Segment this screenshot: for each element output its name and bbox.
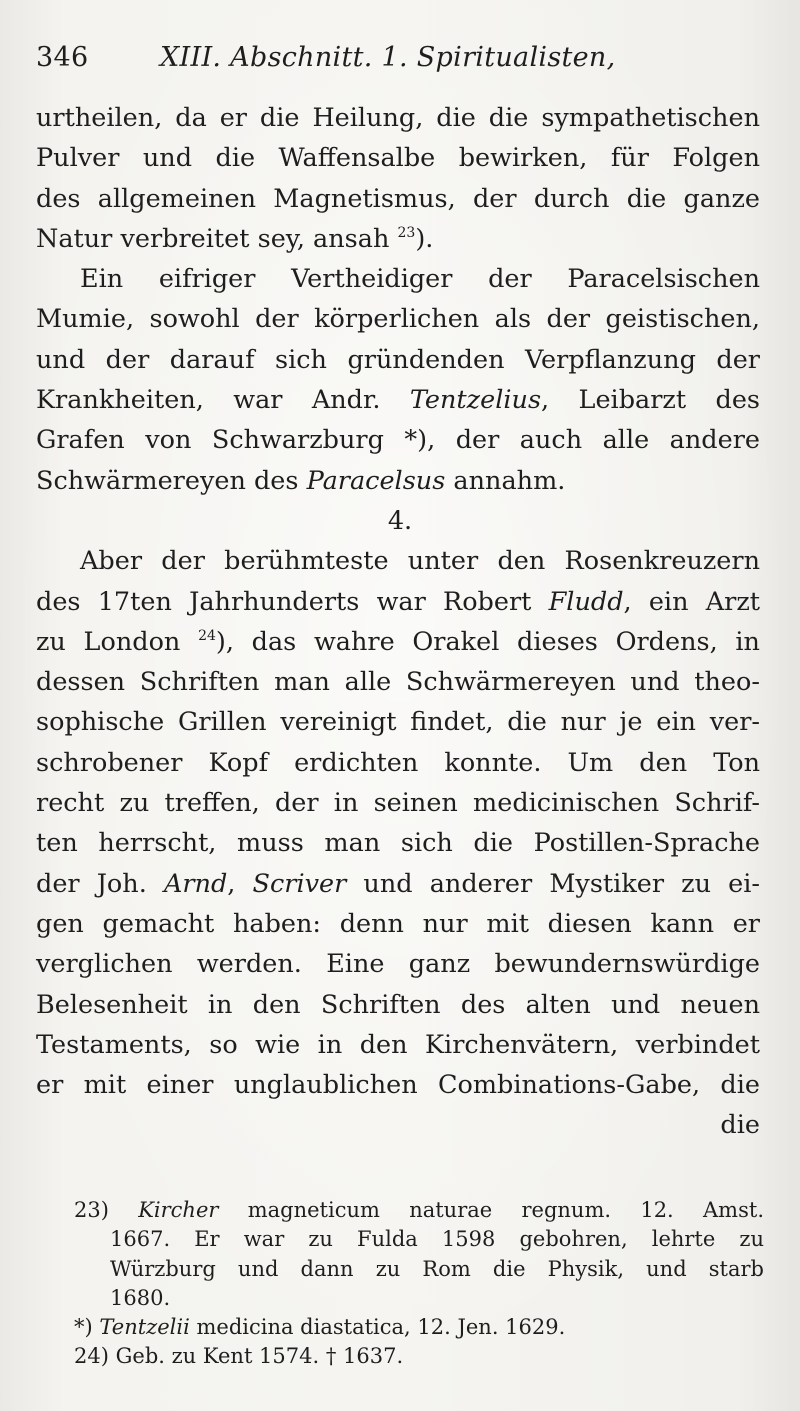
- text-line: Testaments, so wie in den Kirchenvätern, verbindet: [36, 1029, 760, 1060]
- paragraph-start-line: Ein eifriger Vertheidiger der Paracelsischen: [80, 264, 760, 295]
- text-line: des allgemeinen Magnetismus, der durch die ganze: [36, 183, 760, 214]
- text-line: des 17ten Jahrhunderts war Robert Fludd, ein Arzt: [36, 586, 761, 617]
- footnote-23-line: 1667. Er war zu Fulda 1598 gebohren, lehrte zu: [110, 1227, 764, 1252]
- text-line: ten herrscht, muss man sich die Postillen-Sprache: [36, 828, 760, 859]
- text-line: urtheilen, da er die Heilung, die die sympathetischen: [36, 103, 760, 133]
- text-line: sophische Grillen vereinigt findet, die nur je ein ver-: [36, 707, 760, 738]
- text-line: recht zu treffen, der in seinen medicinischen Schrif-: [36, 788, 760, 819]
- text-line: gen gemacht haben: denn nur mit diesen kann er: [36, 908, 760, 939]
- text-line: er mit einer unglaublichen Combinations-Gabe, die: [36, 1070, 760, 1101]
- text-line: Schwärmereyen des Paracelsus annahm.: [36, 465, 566, 496]
- text-line: der Joh. Arnd, Scriver und anderer Mystiker zu ei-: [36, 868, 760, 899]
- text-line: Mumie, sowohl der körperlichen als der geistischen,: [36, 304, 760, 335]
- page-number: 346: [36, 42, 89, 73]
- footnote-24: 24) Geb. zu Kent 1574. † 1637.: [74, 1344, 404, 1369]
- text-line: zu London $^{24}$), das wahre Orakel dieses Ordens, in: [36, 626, 760, 657]
- footnotes: [74, 1196, 764, 1372]
- name-arnd: Arnd: [163, 868, 228, 899]
- paragraph-start-line: Aber der berühmteste unter den Rosenkreuzern: [80, 546, 760, 577]
- text-line: Belesenheit in den Schriften des alten und neuen: [36, 989, 760, 1020]
- running-head: XIII. Abschnitt. 1. Spiritualisten,: [160, 42, 616, 73]
- footnote-ref-24: 24: [198, 627, 216, 644]
- text-line: Grafen von Schwarzburg *), der auch alle andere: [36, 425, 760, 456]
- section-number: 4.: [387, 505, 413, 536]
- text-line: verglichen werden. Eine ganz bewundernswürdige: [36, 949, 760, 980]
- footnote-star: *) Tentzelii medicina diastatica, 12. Jen. 1629.: [74, 1315, 566, 1340]
- name-paracelsus: Paracelsus: [306, 465, 446, 496]
- name-tentzelius: Tentzelius: [409, 385, 542, 416]
- page-header: [36, 42, 762, 82]
- footnote-23-line: 1680.: [110, 1285, 171, 1310]
- name-fludd: Fludd: [548, 586, 624, 617]
- footnote-ref-23: 23: [397, 224, 416, 241]
- main-text: [36, 98, 760, 1146]
- text-line: und der darauf sich gründenden Verpflanzung der: [36, 344, 760, 375]
- text-line: schrobener Kopf erdichten konnte. Um den Ton: [36, 747, 760, 778]
- text-line: dessen Schriften man alle Schwärmereyen und theo-: [36, 667, 760, 698]
- footnote-23-line: Würzburg und dann zu Rom die Physik, und starb: [110, 1256, 764, 1281]
- text-line: Krankheiten, war Andr. Tentzelius, Leibarzt des: [36, 385, 760, 416]
- catchword: die: [720, 1110, 760, 1141]
- name-scriver: Scriver: [252, 868, 347, 899]
- text-line: Pulver und die Waffensalbe bewirken, für Folgen: [36, 143, 760, 174]
- text-line: Natur verbreitet sey, ansah $^{23}$).: [36, 223, 434, 254]
- footnote-23: 23) Kircher magneticum naturae regnum. 12. Amst.: [74, 1198, 764, 1222]
